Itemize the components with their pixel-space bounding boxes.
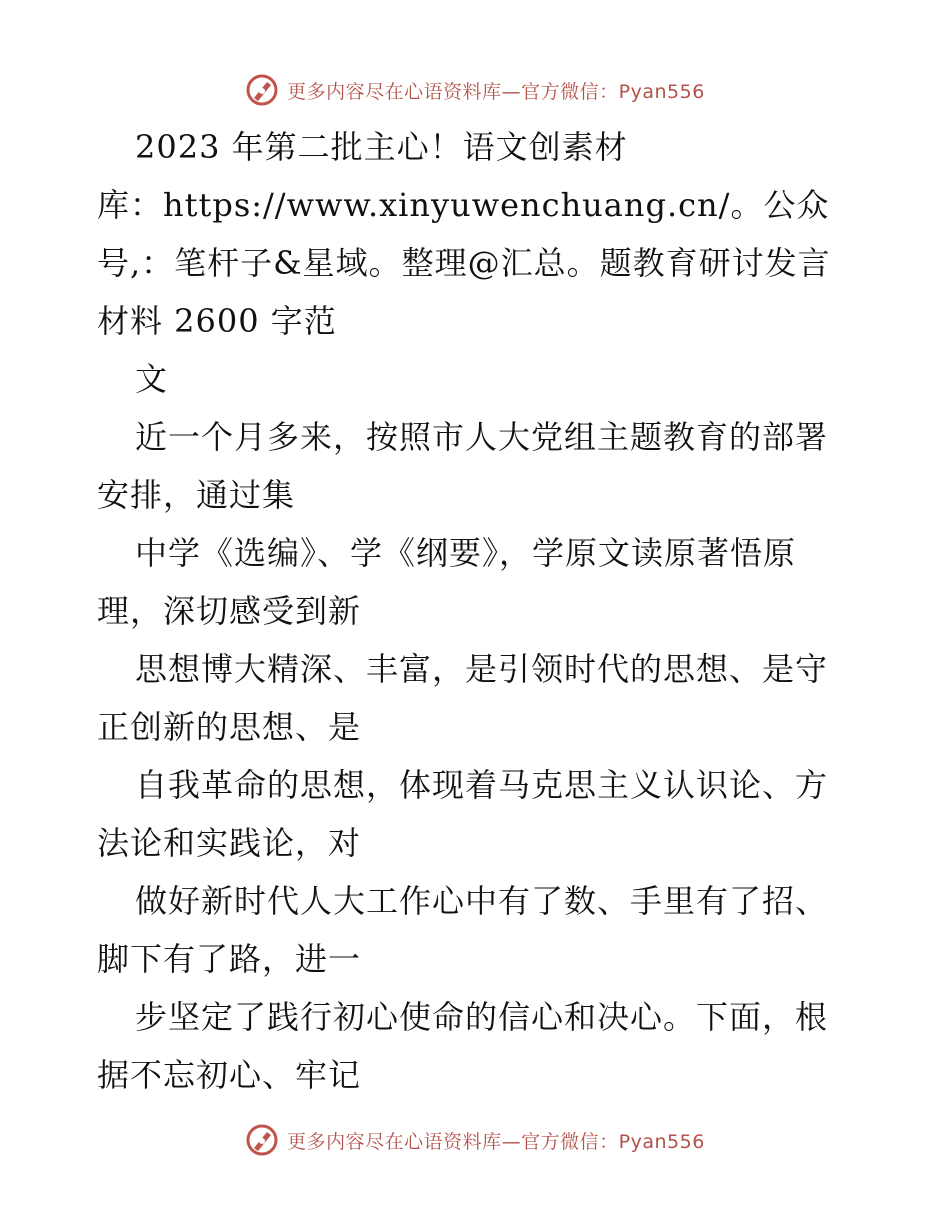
body-line: 文 (135, 360, 169, 398)
body-line: 安排，通过集 (97, 476, 296, 514)
footer-banner-text: 更多内容尽在心语资料库—官方微信：Pyan556 (287, 1130, 705, 1153)
pen-seal-icon (245, 73, 279, 107)
document-body (97, 118, 857, 1104)
body-line: 库：https://www.xinyuwenchuang.cn/。公众 (97, 186, 830, 224)
header-banner (0, 68, 950, 112)
header-banner-text: 更多内容尽在心语资料库—官方微信：Pyan556 (287, 80, 705, 103)
body-line: 脚下有了路，进一 (97, 940, 362, 978)
body-line: 近一个月多来，按照市人大党组主题教育的部署 (135, 418, 829, 456)
footer-banner (0, 1118, 950, 1162)
body-line: 中学《选编》、学《纲要》，学原文读原著悟原 (135, 534, 797, 572)
body-line: 步坚定了践行初心使命的信心和决心。下面，根 (135, 998, 829, 1036)
body-line: 2023 年第二批主心！语文创素材 (135, 128, 628, 166)
body-line: 理，深切感受到新 (97, 592, 362, 630)
body-line: 正创新的思想、是 (97, 708, 362, 746)
body-line: 材料 2600 字范 (97, 302, 337, 340)
body-line: 号,：笔杆子&星域。整理@汇总。题教育研讨发言 (97, 244, 831, 282)
body-line: 自我革命的思想，体现着马克思主义认识论、方 (135, 766, 829, 804)
body-line: 法论和实践论，对 (97, 824, 362, 862)
body-line: 据不忘初心、牢记 (97, 1056, 362, 1094)
pen-seal-icon (245, 1123, 279, 1157)
body-line: 做好新时代人大工作心中有了数、手里有了招、 (135, 882, 829, 920)
body-line: 思想博大精深、丰富，是引领时代的思想、是守 (135, 650, 829, 688)
